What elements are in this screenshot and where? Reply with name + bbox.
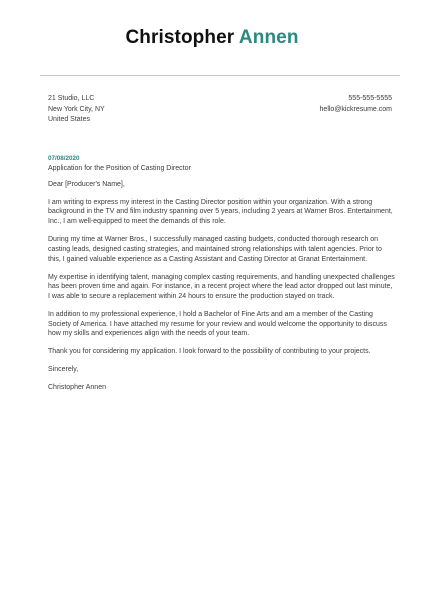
phone-number: 555-555-5555 [348, 95, 392, 102]
applicant-name-heading [0, 26, 424, 50]
address-line-3: United States [48, 116, 91, 124]
letter-body [48, 154, 396, 401]
paragraph-1: I am writing to express my interest in the Casting Director position within your organization. With a strong background in the TV and film industry spanning over 5 years, including 2 years at Warner Bros. Entertainment, Inc., I am well-equipped to meet the demands of this role. [48, 198, 393, 226]
sender-contact-block [320, 94, 392, 115]
address-line-1: 21 Studio, LLC [48, 95, 95, 102]
paragraph-3: My expertise in identifying talent, managing complex casting requirements, and handling unexpected challenges has been proven time and again. For instance, in a recent project where the lead actor dropped out last minute, I was able to secure a replacement within 24 hours to ensure the production stayed on track. [48, 273, 395, 300]
closing: Sincerely, [48, 366, 79, 374]
email-address: hello@kickresume.com [319, 105, 392, 113]
paragraph-5: Thank you for considering my application. I look forward to the possibility of contributing to your projects. [48, 348, 371, 356]
paragraph-2: During my time at Warner Bros., I successfully managed casting budgets, conducted thorough research on casting leads, designed casting strategies, and maintained strong relationships with talent agencies. Prior to this, I gained valuable experience as a Casting Assistant and Casting Director at Granat Entertainment. [48, 236, 382, 263]
header-divider [40, 75, 400, 76]
signature: Christopher Annen [48, 384, 106, 392]
address-line-2: New York City, NY [48, 105, 105, 113]
sender-address-block [48, 94, 105, 126]
paragraph-4: In addition to my professional experience, I hold a Bachelor of Fine Arts and am a member of the Casting Society of America. I have attached my resume for your review and would welcome the opportunity to discuss how my skills and experiences align with the needs of your team. [48, 310, 387, 338]
salutation: Dear [Producer's Name], [48, 180, 125, 188]
first-name: Christopher [125, 27, 235, 48]
letter-subject: Application for the Position of Casting Director [48, 164, 191, 172]
letter-date: 07/08/2020 [48, 155, 80, 162]
last-name: Annen [238, 27, 299, 48]
